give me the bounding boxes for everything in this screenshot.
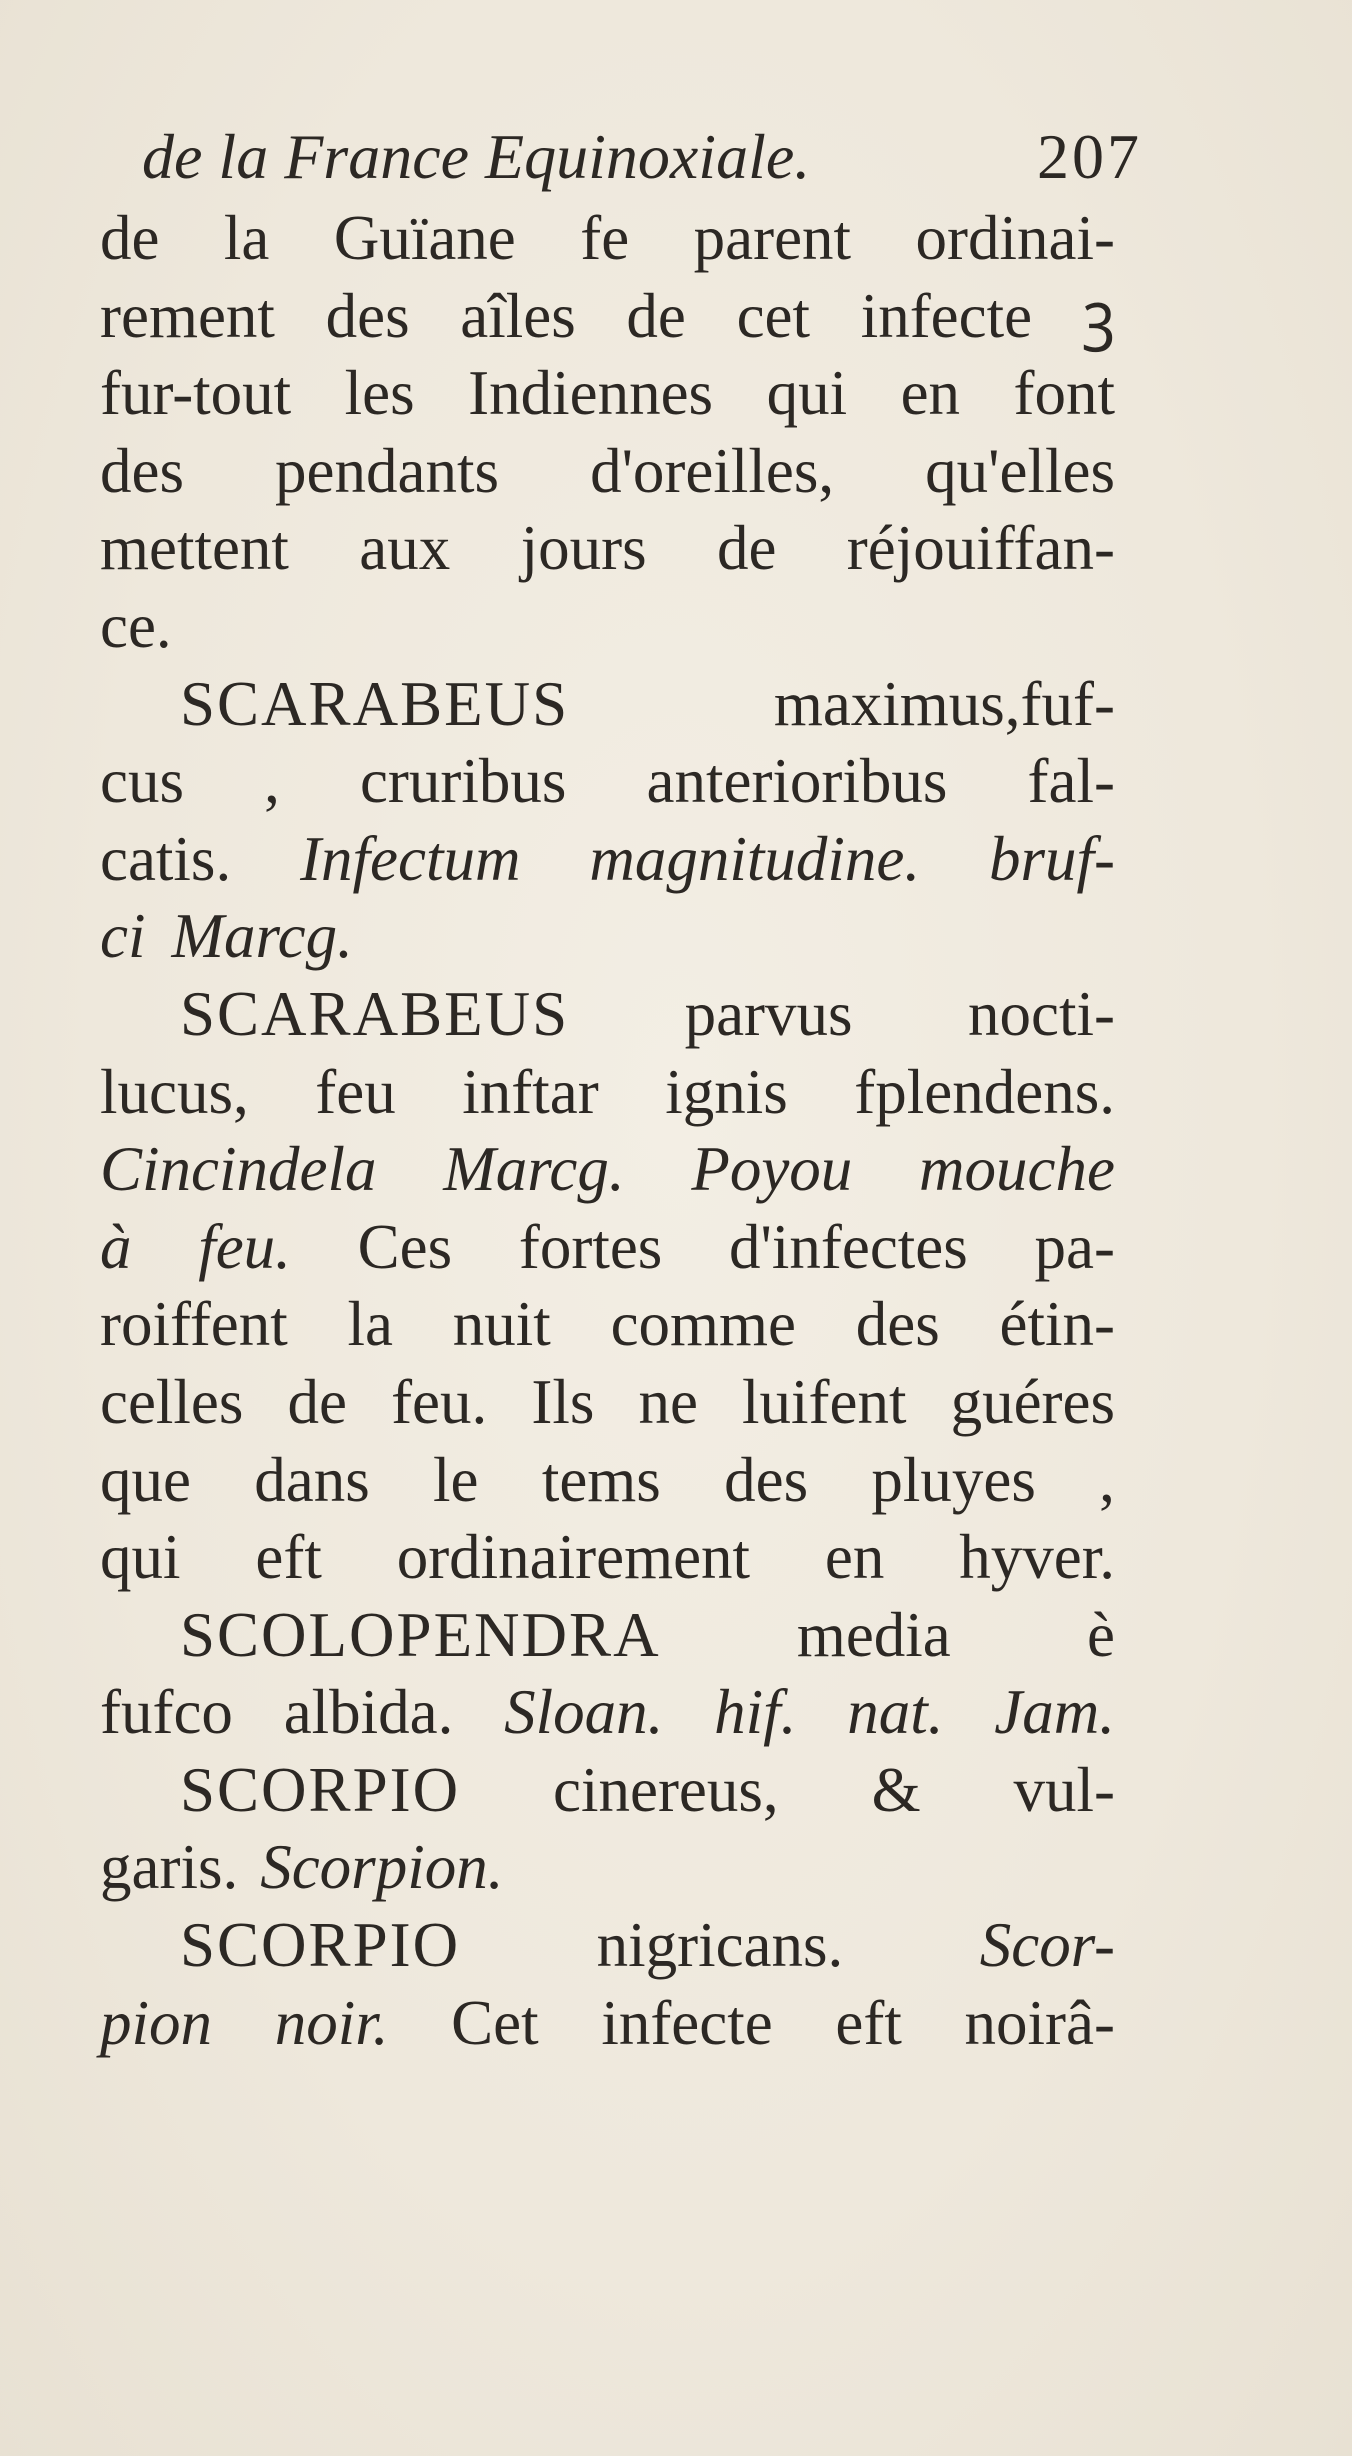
entry-heading: SCARABEUS <box>180 668 570 739</box>
word: lucus, <box>100 1056 249 1127</box>
text-line <box>100 1597 1115 1675</box>
word: roiffent <box>100 1289 288 1360</box>
word: le <box>433 1444 479 1515</box>
word: albida. <box>283 1677 454 1748</box>
word: noirâ- <box>964 1987 1115 2058</box>
word: noir. <box>274 1987 389 2058</box>
text-line <box>100 588 1115 666</box>
word: Scorpion. <box>260 1832 504 1903</box>
word: nocti- <box>968 978 1115 1049</box>
word: nuit <box>452 1289 551 1360</box>
word: d'oreilles, <box>590 435 835 506</box>
word: Indiennes <box>468 358 714 429</box>
word: anterioribus <box>646 746 948 817</box>
entry-heading: SCORPIO <box>180 1754 461 1825</box>
word: cruribus <box>359 746 567 817</box>
word: rement <box>100 280 275 351</box>
text-line <box>100 355 1115 433</box>
text-line <box>100 1907 1115 1985</box>
word: qui <box>766 358 848 429</box>
word: font <box>1013 358 1115 429</box>
word: des <box>100 435 184 506</box>
word: inftar <box>462 1056 599 1127</box>
word: fur-tout <box>100 358 292 429</box>
text-line <box>100 1519 1115 1597</box>
text-line <box>100 821 1115 899</box>
word: dans <box>254 1444 370 1515</box>
word: comme <box>610 1289 796 1360</box>
word: ordinairement <box>396 1522 751 1593</box>
word: guéres <box>950 1366 1115 1437</box>
word: hyver. <box>959 1522 1115 1593</box>
word: la <box>347 1289 394 1360</box>
text-line <box>100 1985 1115 2063</box>
word: de <box>100 203 160 273</box>
word: fortes <box>518 1211 663 1282</box>
word: parent <box>693 203 852 273</box>
word: Guïane <box>333 203 516 273</box>
word: fplendens. <box>854 1056 1115 1127</box>
word: Scor- <box>979 1910 1115 1981</box>
word: des <box>724 1444 809 1515</box>
word: ci <box>100 901 146 972</box>
text-body <box>100 200 1115 2062</box>
word: de <box>626 280 686 351</box>
word: ꝫ <box>1082 280 1115 351</box>
text-line <box>100 200 1115 278</box>
word: è <box>1087 1599 1115 1670</box>
word: eft <box>255 1522 322 1593</box>
word: réjouiffan- <box>846 513 1115 584</box>
word: , <box>1099 1444 1115 1515</box>
word: fufco <box>100 1677 233 1748</box>
word: infecte <box>601 1987 773 2058</box>
entry-heading: SCORPIO <box>180 1910 461 1981</box>
text-line <box>100 1364 1115 1442</box>
word: pluyes <box>871 1444 1036 1515</box>
word: les <box>344 358 415 429</box>
word: d'infectes <box>729 1211 968 1282</box>
word: hif. <box>714 1677 797 1748</box>
word: luifent <box>742 1366 907 1437</box>
text-line <box>100 1286 1115 1364</box>
word: Sloan. <box>504 1677 664 1748</box>
word: jours <box>520 513 647 584</box>
word: cet <box>736 280 811 351</box>
word: ordinai- <box>915 203 1115 273</box>
word: ignis <box>665 1056 788 1127</box>
word: & <box>871 1754 921 1825</box>
word: qu'elles <box>925 435 1115 506</box>
word: en <box>900 358 961 429</box>
word: de <box>287 1366 347 1437</box>
word: ce. <box>100 590 172 661</box>
word: mettent <box>100 513 289 584</box>
word: Poyou <box>691 1134 853 1205</box>
word: , <box>264 746 280 817</box>
word: vul- <box>1013 1754 1115 1825</box>
text-line <box>100 433 1115 511</box>
running-title: de la France Equinoxiale. <box>142 121 811 192</box>
word: Ils <box>531 1366 595 1437</box>
word: que <box>100 1444 191 1515</box>
word: garis. <box>100 1832 239 1903</box>
word: catis. <box>100 823 232 894</box>
text-line <box>100 666 1115 744</box>
entry-heading: SCOLOPENDRA <box>180 1599 661 1670</box>
word: des <box>325 280 410 351</box>
word: magnitudine. <box>589 823 921 894</box>
word: Infectum <box>300 823 521 894</box>
word: aîles <box>460 280 576 351</box>
word: fe <box>580 203 630 273</box>
word: feu. <box>391 1366 488 1437</box>
word: Jam. <box>994 1677 1115 1748</box>
text-line <box>100 1131 1115 1209</box>
text-line <box>100 1752 1115 1830</box>
entry-heading: SCARABEUS <box>180 978 570 1049</box>
word: étin- <box>999 1289 1115 1360</box>
word: à <box>100 1211 132 1282</box>
word: la <box>223 203 270 273</box>
word: celles <box>100 1366 244 1437</box>
word: pion <box>100 1987 213 2058</box>
word: parvus <box>684 978 853 1049</box>
text-line <box>100 510 1115 588</box>
word: media <box>796 1599 951 1670</box>
word: cus <box>100 746 184 817</box>
word: nigricans. <box>596 1910 844 1981</box>
text-line <box>100 1054 1115 1132</box>
word: Cincindela <box>100 1134 377 1205</box>
word: tems <box>541 1444 661 1515</box>
word: Marcg. <box>443 1134 625 1205</box>
word: infecte <box>860 280 1033 351</box>
text-line <box>100 1829 1115 1907</box>
word: maximus,fuf- <box>773 668 1115 739</box>
text-line <box>100 1209 1115 1287</box>
word: fal- <box>1027 746 1115 817</box>
page-number: 207 <box>1037 121 1142 192</box>
word: feu <box>315 1056 396 1127</box>
word: qui <box>100 1522 181 1593</box>
word: mouche <box>919 1134 1115 1205</box>
word: feu. <box>198 1211 291 1282</box>
word: Ces <box>357 1211 453 1282</box>
word: de <box>716 513 777 584</box>
page-header <box>142 112 1142 202</box>
word: aux <box>359 513 451 584</box>
text-line <box>100 1442 1115 1520</box>
text-line <box>100 898 1115 976</box>
word: Cet <box>451 1987 539 2058</box>
word: eft <box>835 1987 902 2058</box>
word: des <box>855 1289 940 1360</box>
text-line <box>100 976 1115 1054</box>
text-line <box>100 1674 1115 1752</box>
word: pa- <box>1034 1211 1115 1282</box>
word: nat. <box>847 1677 944 1748</box>
text-line <box>100 278 1115 356</box>
word: pendants <box>275 435 499 506</box>
word: ne <box>638 1366 698 1437</box>
word: bruf- <box>988 823 1115 894</box>
text-line <box>100 743 1115 821</box>
word: en <box>824 1522 885 1593</box>
word: Marcg. <box>171 901 353 972</box>
word: cinereus, <box>553 1754 779 1825</box>
